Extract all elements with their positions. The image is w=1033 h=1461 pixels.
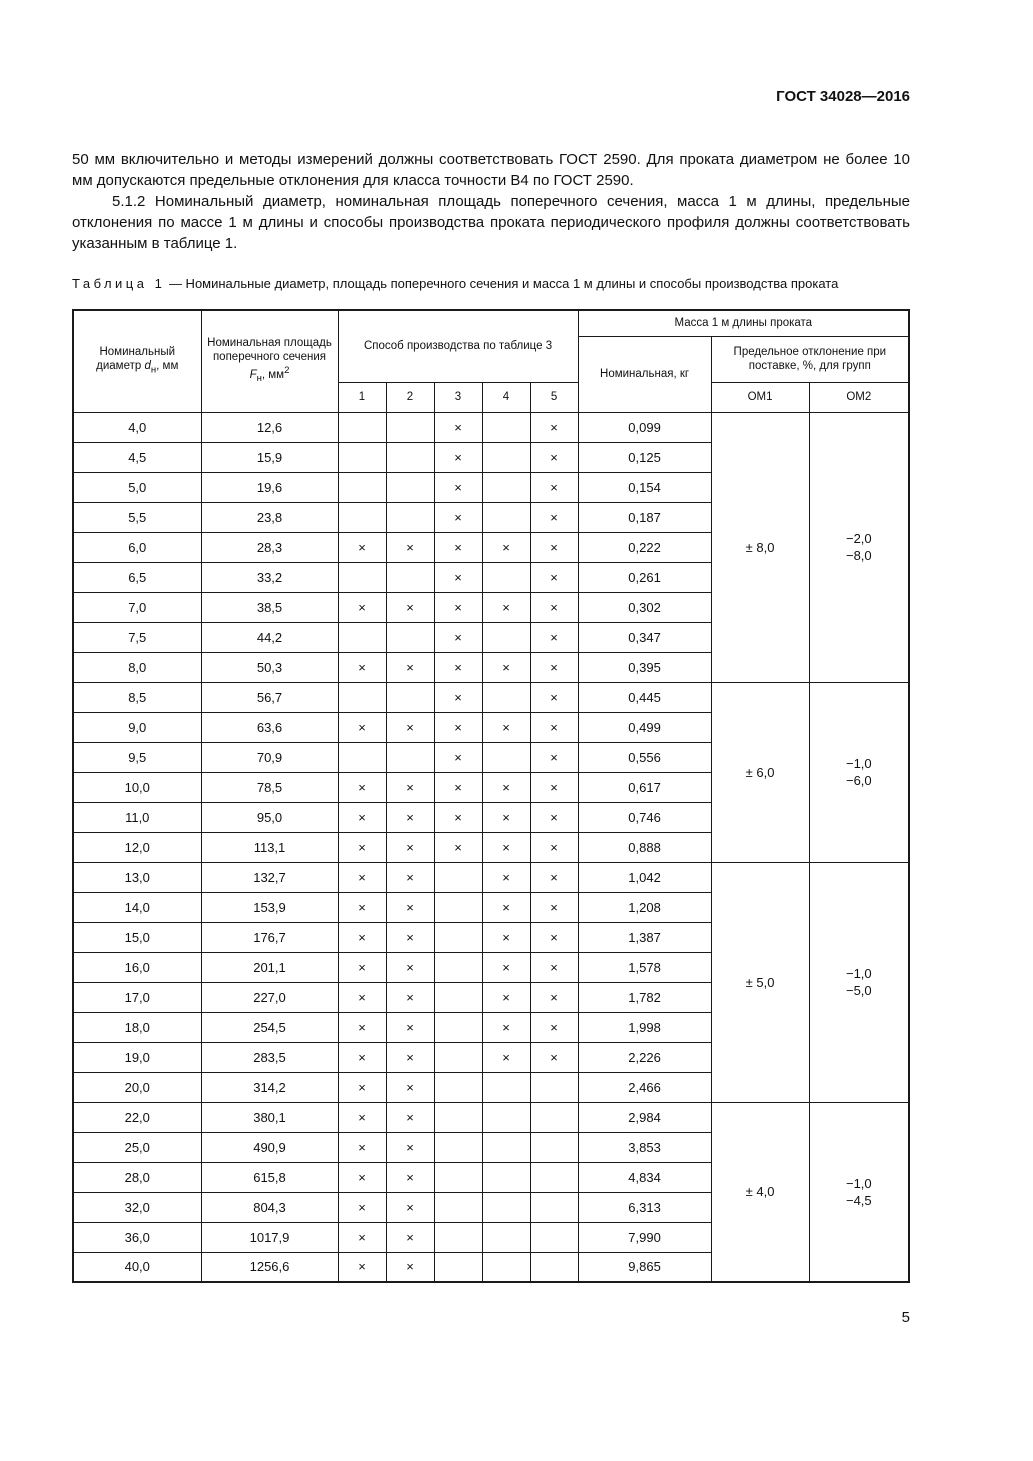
cell-diameter: 32,0 [73, 1192, 201, 1222]
cell-diameter: 15,0 [73, 922, 201, 952]
cell-area: 380,1 [201, 1102, 338, 1132]
cell-area: 44,2 [201, 622, 338, 652]
cell-method-1: × [338, 1192, 386, 1222]
cell-diameter: 6,5 [73, 562, 201, 592]
cell-nominal-mass: 0,154 [578, 472, 711, 502]
cell-method-2: × [386, 922, 434, 952]
om2-header: ОМ2 [809, 382, 909, 412]
cell-diameter: 18,0 [73, 1012, 201, 1042]
cell-method-5: × [530, 442, 578, 472]
cell-area: 804,3 [201, 1192, 338, 1222]
cell-method-2: × [386, 1222, 434, 1252]
paragraph-continuation: 50 мм включительно и методы измерений должны соответствовать ГОСТ 2590. Для проката диаметром не более 10 мм допускаются предельные отклонения для класса точности В4 по ГОСТ 2590. [72, 151, 910, 189]
cell-method-1 [338, 472, 386, 502]
cell-area: 283,5 [201, 1042, 338, 1072]
cell-nominal-mass: 1,782 [578, 982, 711, 1012]
cell-method-3 [434, 862, 482, 892]
cell-method-1 [338, 442, 386, 472]
cell-method-1: × [338, 1072, 386, 1102]
cell-method-1: × [338, 862, 386, 892]
cell-method-5 [530, 1192, 578, 1222]
cell-tolerance-om1: ± 4,0 [711, 1102, 809, 1282]
cell-tolerance-om1: ± 6,0 [711, 682, 809, 862]
cell-diameter: 8,0 [73, 652, 201, 682]
cell-method-5: × [530, 832, 578, 862]
cell-nominal-mass: 2,226 [578, 1042, 711, 1072]
table-caption [72, 274, 910, 293]
cell-area: 23,8 [201, 502, 338, 532]
method-col-1-header: 1 [338, 382, 386, 412]
cell-method-5: × [530, 772, 578, 802]
area-header: Номинальная площадь поперечного сечения $F_н$, $мм^2$ [201, 310, 338, 412]
cell-method-2: × [386, 1072, 434, 1102]
cell-method-4: × [482, 532, 530, 562]
cell-method-2 [386, 502, 434, 532]
cell-area: 615,8 [201, 1162, 338, 1192]
cell-method-3 [434, 1162, 482, 1192]
cell-method-1 [338, 562, 386, 592]
cell-diameter: 11,0 [73, 802, 201, 832]
cell-area: 33,2 [201, 562, 338, 592]
cell-nominal-mass: 0,888 [578, 832, 711, 862]
cell-method-4: × [482, 982, 530, 1012]
cell-nominal-mass: 9,865 [578, 1252, 711, 1282]
cell-method-5: × [530, 652, 578, 682]
cell-method-4: × [482, 592, 530, 622]
cell-nominal-mass: 0,445 [578, 682, 711, 712]
cell-nominal-mass: 0,125 [578, 442, 711, 472]
cell-diameter: 5,5 [73, 502, 201, 532]
cell-method-4 [482, 1252, 530, 1282]
cell-nominal-mass: 0,746 [578, 802, 711, 832]
cell-method-5 [530, 1222, 578, 1252]
cell-nominal-mass: 7,990 [578, 1222, 711, 1252]
cell-method-2 [386, 682, 434, 712]
cell-diameter: 7,0 [73, 592, 201, 622]
om1-header: ОМ1 [711, 382, 809, 412]
cell-method-1: × [338, 1102, 386, 1132]
cell-method-3 [434, 1042, 482, 1072]
cell-method-3: × [434, 772, 482, 802]
cell-method-3 [434, 1192, 482, 1222]
table-caption-label: Таблица 1 [72, 276, 166, 291]
cell-area: 56,7 [201, 682, 338, 712]
cell-area: 176,7 [201, 922, 338, 952]
cell-method-3 [434, 1252, 482, 1282]
mass-header: Масса 1 м длины проката [578, 310, 909, 336]
cell-area: 70,9 [201, 742, 338, 772]
cell-nominal-mass: 0,261 [578, 562, 711, 592]
table-row [73, 862, 909, 892]
cell-diameter: 6,0 [73, 532, 201, 562]
cell-method-2: × [386, 1162, 434, 1192]
cell-area: 19,6 [201, 472, 338, 502]
cell-nominal-mass: 0,556 [578, 742, 711, 772]
cell-tolerance-om2: −1,0 −5,0 [809, 862, 909, 1102]
cell-method-4 [482, 742, 530, 772]
cell-diameter: 17,0 [73, 982, 201, 1012]
cell-diameter: 40,0 [73, 1252, 201, 1282]
cell-method-5: × [530, 562, 578, 592]
cell-nominal-mass: 0,347 [578, 622, 711, 652]
cell-method-3: × [434, 802, 482, 832]
cell-method-3: × [434, 682, 482, 712]
cell-area: 1017,9 [201, 1222, 338, 1252]
cell-method-4: × [482, 652, 530, 682]
cell-method-2 [386, 442, 434, 472]
cell-method-5: × [530, 1012, 578, 1042]
method-col-3-header: 3 [434, 382, 482, 412]
cell-method-2: × [386, 802, 434, 832]
cell-method-5 [530, 1162, 578, 1192]
cell-nominal-mass: 0,222 [578, 532, 711, 562]
cell-method-1: × [338, 592, 386, 622]
cell-method-4: × [482, 772, 530, 802]
method-col-2-header: 2 [386, 382, 434, 412]
cell-method-1 [338, 682, 386, 712]
cell-method-2 [386, 742, 434, 772]
cell-method-1 [338, 502, 386, 532]
cell-method-1 [338, 622, 386, 652]
cell-method-4: × [482, 1012, 530, 1042]
cell-method-2: × [386, 1102, 434, 1132]
cell-method-4 [482, 1072, 530, 1102]
cell-method-2: × [386, 1252, 434, 1282]
cell-method-4 [482, 412, 530, 442]
page-number: 5 [901, 1309, 910, 1326]
cell-method-5: × [530, 802, 578, 832]
cell-method-2 [386, 412, 434, 442]
cell-diameter: 25,0 [73, 1132, 201, 1162]
cell-method-3: × [434, 742, 482, 772]
cell-method-4: × [482, 802, 530, 832]
cell-nominal-mass: 0,187 [578, 502, 711, 532]
cell-method-4 [482, 472, 530, 502]
tolerance-header: Предельное отклонение при поставке, %, для групп [711, 336, 909, 382]
cell-diameter: 22,0 [73, 1102, 201, 1132]
cell-area: 50,3 [201, 652, 338, 682]
cell-method-1: × [338, 802, 386, 832]
cell-diameter: 4,0 [73, 412, 201, 442]
cell-method-3: × [434, 562, 482, 592]
cell-area: 153,9 [201, 892, 338, 922]
cell-area: 490,9 [201, 1132, 338, 1162]
cell-area: 113,1 [201, 832, 338, 862]
cell-method-4: × [482, 922, 530, 952]
cell-nominal-mass: 2,466 [578, 1072, 711, 1102]
cell-tolerance-om2: −1,0 −4,5 [809, 1102, 909, 1282]
cell-method-4: × [482, 712, 530, 742]
cell-diameter: 9,0 [73, 712, 201, 742]
cell-method-5: × [530, 982, 578, 1012]
cell-nominal-mass: 3,853 [578, 1132, 711, 1162]
cell-method-2: × [386, 1042, 434, 1072]
cell-diameter: 4,5 [73, 442, 201, 472]
table-row [73, 412, 909, 442]
cell-nominal-mass: 0,617 [578, 772, 711, 802]
cell-method-1: × [338, 1012, 386, 1042]
cell-method-5 [530, 1252, 578, 1282]
cell-method-3: × [434, 532, 482, 562]
cell-method-3: × [434, 442, 482, 472]
cell-nominal-mass: 6,313 [578, 1192, 711, 1222]
cell-method-1: × [338, 652, 386, 682]
cell-tolerance-om2: −2,0 −8,0 [809, 412, 909, 682]
cell-method-1: × [338, 952, 386, 982]
cell-area: 15,9 [201, 442, 338, 472]
cell-method-3: × [434, 502, 482, 532]
cell-diameter: 10,0 [73, 772, 201, 802]
cell-method-3 [434, 1072, 482, 1102]
paragraph-5-1-2: 5.1.2 Номинальный диаметр, номинальная площадь поперечного сечения, масса 1 м длины, предельные отклонения по массе 1 м длины и способы производства проката периодического профиля должны соответствовать указанным в таблице 1. [72, 193, 910, 252]
cell-area: 38,5 [201, 592, 338, 622]
cell-area: 78,5 [201, 772, 338, 802]
cell-method-3: × [434, 832, 482, 862]
cell-method-2: × [386, 952, 434, 982]
cell-method-4 [482, 1132, 530, 1162]
method-header: Способ производства по таблице 3 [338, 310, 578, 382]
cell-method-3: × [434, 472, 482, 502]
cell-method-4 [482, 502, 530, 532]
cell-nominal-mass: 0,302 [578, 592, 711, 622]
cell-method-3: × [434, 622, 482, 652]
cell-area: 314,2 [201, 1072, 338, 1102]
cell-area: 132,7 [201, 862, 338, 892]
cell-method-2 [386, 622, 434, 652]
cell-diameter: 7,5 [73, 622, 201, 652]
cell-nominal-mass: 0,395 [578, 652, 711, 682]
cell-method-1: × [338, 1222, 386, 1252]
cell-method-5: × [530, 952, 578, 982]
cell-method-2 [386, 562, 434, 592]
cell-method-2: × [386, 652, 434, 682]
cell-method-3: × [434, 652, 482, 682]
spec-table [72, 309, 910, 1283]
cell-method-5: × [530, 502, 578, 532]
cell-method-4 [482, 1162, 530, 1192]
cell-nominal-mass: 0,099 [578, 412, 711, 442]
cell-diameter: 9,5 [73, 742, 201, 772]
cell-nominal-mass: 4,834 [578, 1162, 711, 1192]
cell-nominal-mass: 1,387 [578, 922, 711, 952]
table-row [73, 682, 909, 712]
cell-method-4: × [482, 832, 530, 862]
cell-method-3 [434, 892, 482, 922]
doc-number: ГОСТ 34028—2016 [776, 88, 910, 105]
cell-tolerance-om2: −1,0 −6,0 [809, 682, 909, 862]
nominal-mass-header: Номинальная, кг [578, 336, 711, 412]
cell-diameter: 8,5 [73, 682, 201, 712]
cell-nominal-mass: 1,042 [578, 862, 711, 892]
cell-method-3 [434, 922, 482, 952]
cell-method-2: × [386, 592, 434, 622]
table-caption-text: — Номинальные диаметр, площадь поперечного сечения и масса 1 м длины и способы производства проката [165, 276, 839, 291]
cell-method-4 [482, 1222, 530, 1252]
cell-method-5 [530, 1102, 578, 1132]
cell-method-4: × [482, 1042, 530, 1072]
cell-method-1: × [338, 892, 386, 922]
cell-diameter: 13,0 [73, 862, 201, 892]
cell-method-4 [482, 562, 530, 592]
cell-area: 95,0 [201, 802, 338, 832]
cell-nominal-mass: 0,499 [578, 712, 711, 742]
cell-method-1: × [338, 772, 386, 802]
cell-method-4 [482, 1102, 530, 1132]
cell-method-5: × [530, 1042, 578, 1072]
cell-area: 201,1 [201, 952, 338, 982]
cell-method-3 [434, 952, 482, 982]
cell-method-2: × [386, 892, 434, 922]
cell-diameter: 28,0 [73, 1162, 201, 1192]
cell-area: 227,0 [201, 982, 338, 1012]
cell-method-3 [434, 982, 482, 1012]
cell-method-2: × [386, 982, 434, 1012]
cell-nominal-mass: 1,208 [578, 892, 711, 922]
cell-method-5: × [530, 922, 578, 952]
cell-area: 12,6 [201, 412, 338, 442]
cell-method-3 [434, 1012, 482, 1042]
diameter-header: Номинальный диаметр $d_н$, мм [73, 310, 201, 412]
cell-tolerance-om1: ± 5,0 [711, 862, 809, 1102]
cell-nominal-mass: 1,998 [578, 1012, 711, 1042]
cell-method-4: × [482, 892, 530, 922]
cell-area: 28,3 [201, 532, 338, 562]
cell-area: 254,5 [201, 1012, 338, 1042]
cell-method-1: × [338, 1042, 386, 1072]
cell-method-3 [434, 1102, 482, 1132]
cell-method-5: × [530, 682, 578, 712]
method-col-4-header: 4 [482, 382, 530, 412]
cell-method-4: × [482, 952, 530, 982]
cell-method-5: × [530, 472, 578, 502]
cell-method-5: × [530, 592, 578, 622]
cell-method-4 [482, 682, 530, 712]
cell-method-4 [482, 1192, 530, 1222]
cell-method-3: × [434, 712, 482, 742]
table-row [73, 1102, 909, 1132]
cell-method-2: × [386, 862, 434, 892]
cell-diameter: 5,0 [73, 472, 201, 502]
cell-method-2: × [386, 712, 434, 742]
cell-method-2: × [386, 772, 434, 802]
cell-method-5: × [530, 412, 578, 442]
cell-method-5: × [530, 892, 578, 922]
cell-method-2: × [386, 1132, 434, 1162]
cell-area: 63,6 [201, 712, 338, 742]
cell-method-5 [530, 1132, 578, 1162]
cell-diameter: 36,0 [73, 1222, 201, 1252]
cell-method-3 [434, 1222, 482, 1252]
cell-diameter: 12,0 [73, 832, 201, 862]
cell-method-1: × [338, 922, 386, 952]
cell-method-3: × [434, 412, 482, 442]
cell-method-3: × [434, 592, 482, 622]
cell-method-2: × [386, 1012, 434, 1042]
cell-method-1: × [338, 1252, 386, 1282]
cell-method-1 [338, 412, 386, 442]
cell-method-3 [434, 1132, 482, 1162]
cell-nominal-mass: 2,984 [578, 1102, 711, 1132]
cell-method-5: × [530, 862, 578, 892]
cell-method-2: × [386, 532, 434, 562]
cell-method-5 [530, 1072, 578, 1102]
cell-method-2: × [386, 1192, 434, 1222]
cell-method-1: × [338, 532, 386, 562]
cell-method-5: × [530, 532, 578, 562]
cell-method-2 [386, 472, 434, 502]
cell-diameter: 16,0 [73, 952, 201, 982]
cell-method-1: × [338, 1162, 386, 1192]
cell-diameter: 19,0 [73, 1042, 201, 1072]
cell-area: 1256,6 [201, 1252, 338, 1282]
cell-method-1: × [338, 832, 386, 862]
cell-method-1: × [338, 712, 386, 742]
cell-method-5: × [530, 742, 578, 772]
cell-nominal-mass: 1,578 [578, 952, 711, 982]
method-col-5-header: 5 [530, 382, 578, 412]
cell-method-5: × [530, 622, 578, 652]
cell-diameter: 14,0 [73, 892, 201, 922]
cell-tolerance-om1: ± 8,0 [711, 412, 809, 682]
cell-method-1 [338, 742, 386, 772]
cell-method-1: × [338, 982, 386, 1012]
cell-method-1: × [338, 1132, 386, 1162]
cell-method-4 [482, 622, 530, 652]
cell-method-5: × [530, 712, 578, 742]
cell-method-4: × [482, 862, 530, 892]
cell-diameter: 20,0 [73, 1072, 201, 1102]
cell-method-4 [482, 442, 530, 472]
cell-method-2: × [386, 832, 434, 862]
